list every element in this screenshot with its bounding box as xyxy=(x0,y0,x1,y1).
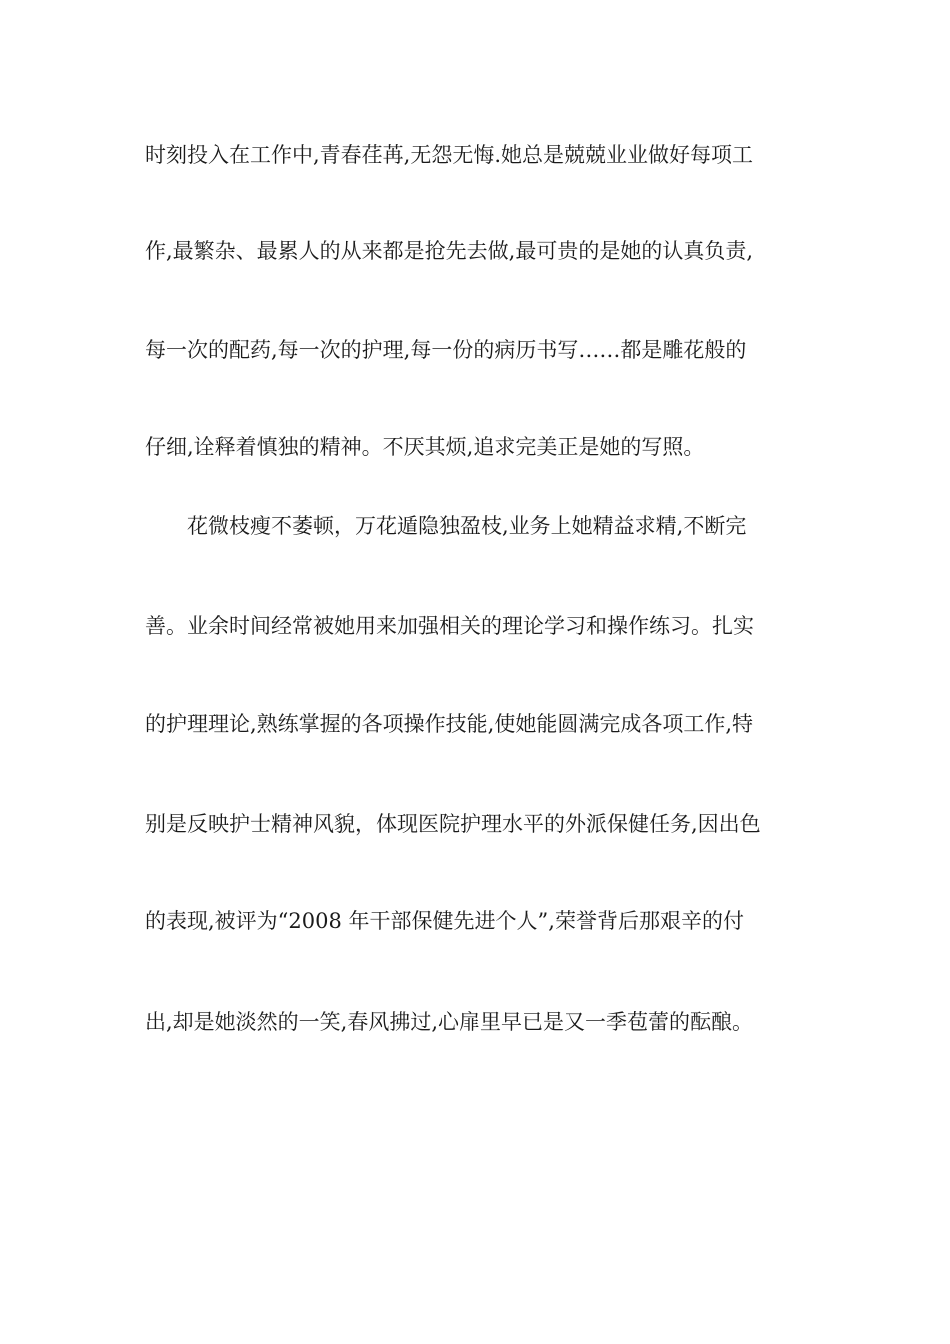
paragraph-1-line-4: 仔细,诠释着慎独的精神。不厌其烦,追求完美正是她的写照。 xyxy=(145,435,705,459)
paragraph-2-line-2: 善。业余时间经常被她用来加强相关的理论学习和操作练习。扎实 xyxy=(145,614,754,638)
paragraph-2-line-5: 的表现,被评为“2008 年干部保健先进个人”,荣誉背后那艰辛的付 xyxy=(145,909,744,933)
paragraph-2-line-4: 别是反映护士精神风貌，体现医院护理水平的外派保健任务,因出色 xyxy=(145,812,761,836)
paragraph-2-line-3: 的护理理论,熟练掌握的各项操作技能,使她能圆满完成各项工作,特 xyxy=(145,712,754,736)
paragraph-1-line-1: 时刻投入在工作中,青春荏苒,无怨无悔.她总是兢兢业业做好每项工 xyxy=(145,143,754,167)
paragraph-2-line-6: 出,却是她淡然的一笑,春风拂过,心扉里早已是又一季苞蕾的酝酿。 xyxy=(145,1010,754,1034)
paragraph-1-line-3: 每一次的配药,每一次的护理,每一份的病历书写……都是雕花般的 xyxy=(145,338,747,362)
paragraph-1-line-2: 作,最繁杂、最累人的从来都是抢先去做,最可贵的是她的认真负责, xyxy=(145,239,754,263)
paragraph-2-line-1: 花微枝瘦不萎顿，万花遁隐独盈枝,业务上她精益求精,不断完 xyxy=(187,514,747,538)
